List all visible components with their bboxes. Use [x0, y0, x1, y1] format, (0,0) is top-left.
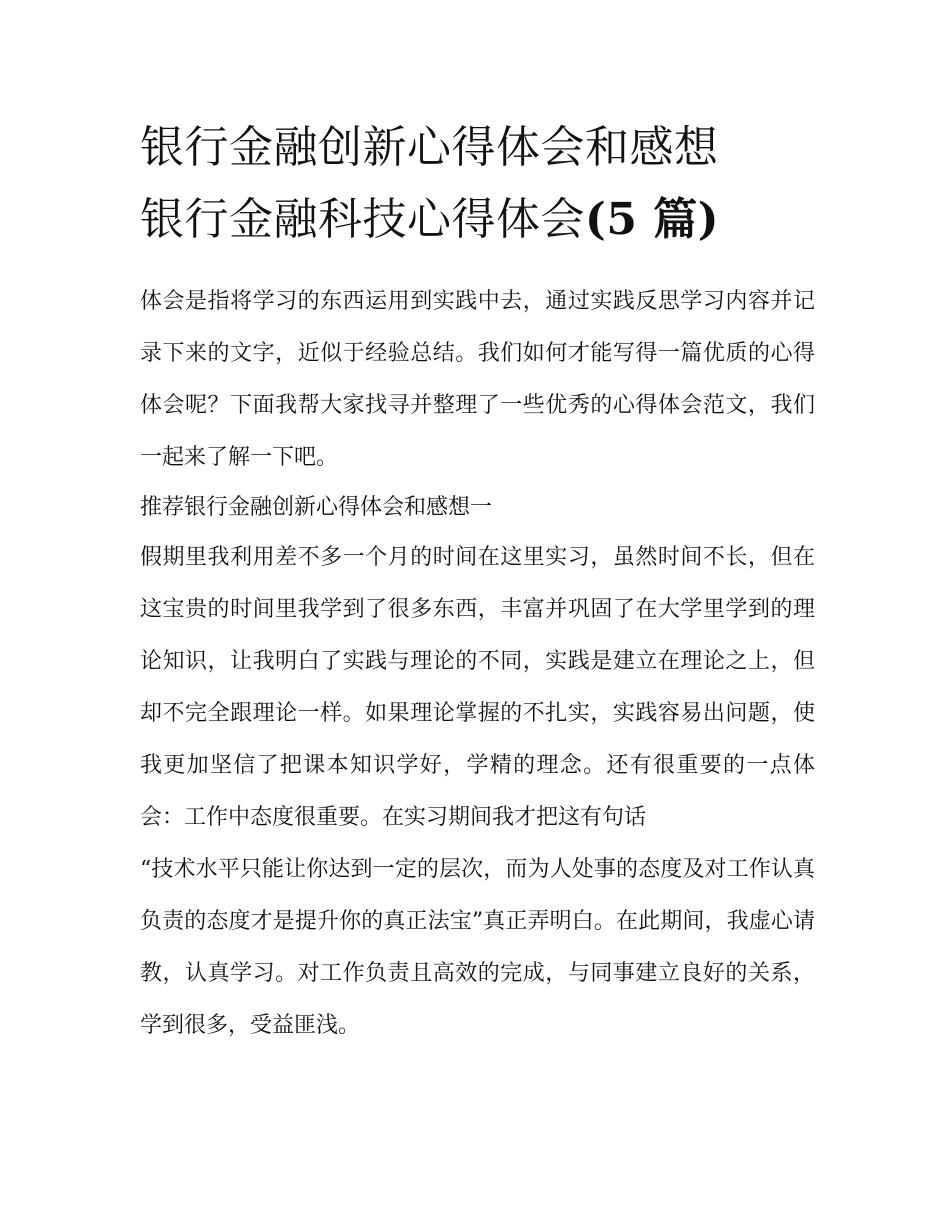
title-line-1: 银行金融创新心得体会和感想: [140, 122, 719, 173]
body-paragraph-2: “技术水平只能让你达到一定的层次，而为人处事的态度及对工作认真负责的态度才是提升你的真正法宝”真正弄明白。在此期间，我虚心请教，认真学习。对工作负责且高效的完成，与同事建立良好的关系，学到很多，受益匪浅。: [140, 857, 815, 1038]
section-heading: 推荐银行金融创新心得体会和感想一: [140, 495, 493, 520]
title-line-2: 银行金融科技心得体会: [140, 194, 585, 245]
intro-paragraph: 体会是指将学习的东西运用到实践中去，通过实践反思学习内容并记录下来的文字，近似于经验总结。我们如何才能写得一篇优质的心得体会呢？下面我帮大家找寻并整理了一些优秀的心得体会范文，我们一起来了解一下吧。: [140, 289, 815, 470]
body-paragraph-1: 假期里我利用差不多一个月的时间在这里实习，虽然时间不长，但在这宝贵的时间里我学到了很多东西，丰富并巩固了在大学里学到的理论知识，让我明白了实践与理论的不同，实践是建立在理论之上，但却不完全跟理论一样。如果理论掌握的不扎实，实践容易出问题，使我更加坚信了把课本知识学好，学精的理念。还有很重要的一点体会：工作中态度很重要。在实习期间我才把这有句话: [140, 545, 815, 830]
title-count: (5 篇): [585, 194, 720, 245]
document-page: [140, 112, 815, 1052]
document-title: [140, 112, 815, 256]
